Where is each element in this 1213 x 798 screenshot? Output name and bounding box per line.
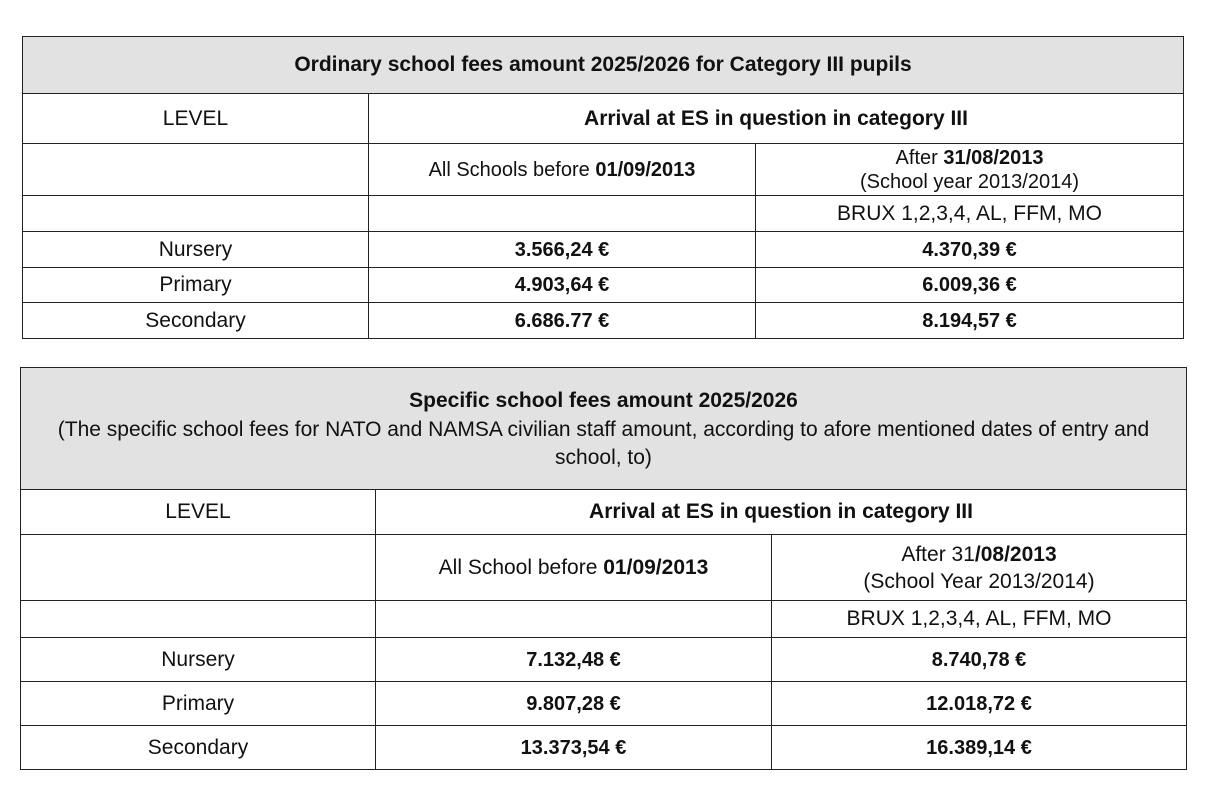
fee-after: 12.018,72 € xyxy=(926,692,1032,715)
before-date-value: 01/09/2013 xyxy=(595,158,696,181)
level-cell xyxy=(23,232,369,268)
before-date-header xyxy=(376,535,772,601)
fee-after-cell xyxy=(772,638,1187,682)
fee-after-cell xyxy=(756,232,1184,268)
table-row xyxy=(21,682,1187,726)
after-date-header xyxy=(756,144,1184,196)
specific-fees-table xyxy=(20,367,1187,770)
specific-fees-title: Specific school fees amount 2025/2026 xyxy=(409,388,798,412)
level-cell xyxy=(23,303,369,339)
before-date-prefix: All Schools before xyxy=(428,158,596,181)
fee-after-cell xyxy=(772,726,1187,770)
fee-after: 4.370,39 € xyxy=(922,238,1017,261)
empty-cell xyxy=(369,196,756,232)
fee-after-cell xyxy=(756,303,1184,339)
arrival-label: Arrival at ES in question in category III xyxy=(589,500,973,523)
table-row xyxy=(23,303,1184,339)
level-name: Primary xyxy=(159,273,232,296)
fee-after-cell xyxy=(756,268,1184,303)
level-cell xyxy=(21,638,376,682)
fee-after: 8.194,57 € xyxy=(922,309,1017,332)
level-label: LEVEL xyxy=(162,106,229,130)
fee-before: 4.903,64 € xyxy=(514,274,610,296)
arrival-label: Arrival at ES in question in category III xyxy=(584,106,968,130)
schools-cell xyxy=(772,601,1187,638)
after-date-prefix: After 31 xyxy=(901,542,975,566)
arrival-header xyxy=(369,94,1184,144)
empty-cell xyxy=(376,601,772,638)
level-header xyxy=(23,94,369,144)
level-name: Secondary xyxy=(147,735,249,759)
fee-before-cell xyxy=(369,303,756,339)
level-cell xyxy=(21,726,376,770)
level-cell xyxy=(23,268,369,303)
empty-cell xyxy=(21,601,376,638)
fee-after: 8.740,78 € xyxy=(931,648,1027,671)
table-row xyxy=(23,232,1184,268)
fee-before-cell xyxy=(369,232,756,268)
after-school-year: (School Year 2013/2014) xyxy=(863,569,1095,593)
ordinary-fees-table xyxy=(22,36,1184,339)
specific-fees-subtitle: (The specific school fees for NATO and NAMSA civilian staff amount, according to afore mentioned dates of entry and school, to) xyxy=(57,417,1150,469)
arrival-header xyxy=(376,490,1187,535)
fee-before: 9.807,28 € xyxy=(526,692,621,715)
empty-cell xyxy=(23,144,369,196)
after-date-prefix: After xyxy=(895,146,944,169)
fee-before-cell xyxy=(376,638,772,682)
before-date-prefix: All School before xyxy=(438,555,604,579)
fee-after-cell xyxy=(772,682,1187,726)
schools-list: BRUX 1,2,3,4, AL, FFM, MO xyxy=(837,201,1102,225)
before-date-header xyxy=(369,144,756,196)
fee-before: 7.132,48 € xyxy=(526,648,621,671)
level-label: LEVEL xyxy=(165,500,231,523)
fee-before: 13.373,54 € xyxy=(520,736,627,759)
ordinary-fees-title: Ordinary school fees amount 2025/2026 for Category III pupils xyxy=(294,53,912,76)
level-name: Nursery xyxy=(161,647,235,671)
fee-before-cell xyxy=(376,726,772,770)
empty-cell xyxy=(23,196,369,232)
after-school-year: (School year 2013/2014) xyxy=(859,170,1080,193)
level-header xyxy=(21,490,376,535)
after-date-value: 31/08/2013 xyxy=(943,146,1044,169)
level-name: Primary xyxy=(161,691,235,715)
schools-list: BRUX 1,2,3,4, AL, FFM, MO xyxy=(846,607,1112,630)
level-name: Nursery xyxy=(158,237,233,261)
table-row xyxy=(21,638,1187,682)
table-row xyxy=(23,268,1184,303)
ordinary-fees-title-cell xyxy=(23,37,1184,94)
fee-before-cell xyxy=(369,268,756,303)
fee-after: 6.009,36 € xyxy=(922,274,1017,296)
level-name: Secondary xyxy=(145,308,246,332)
level-cell xyxy=(21,682,376,726)
fee-before-cell xyxy=(376,682,772,726)
fee-before: 3.566,24 € xyxy=(514,238,610,261)
after-date-header xyxy=(772,535,1187,601)
fee-before: 6.686.77 € xyxy=(514,309,610,332)
schools-cell xyxy=(756,196,1184,232)
before-date-value: 01/09/2013 xyxy=(603,555,709,579)
table-row xyxy=(21,726,1187,770)
fee-after: 16.389,14 € xyxy=(926,736,1032,759)
after-date-value: /08/2013 xyxy=(974,542,1057,566)
specific-fees-title-cell xyxy=(21,368,1187,490)
empty-cell xyxy=(21,535,376,601)
